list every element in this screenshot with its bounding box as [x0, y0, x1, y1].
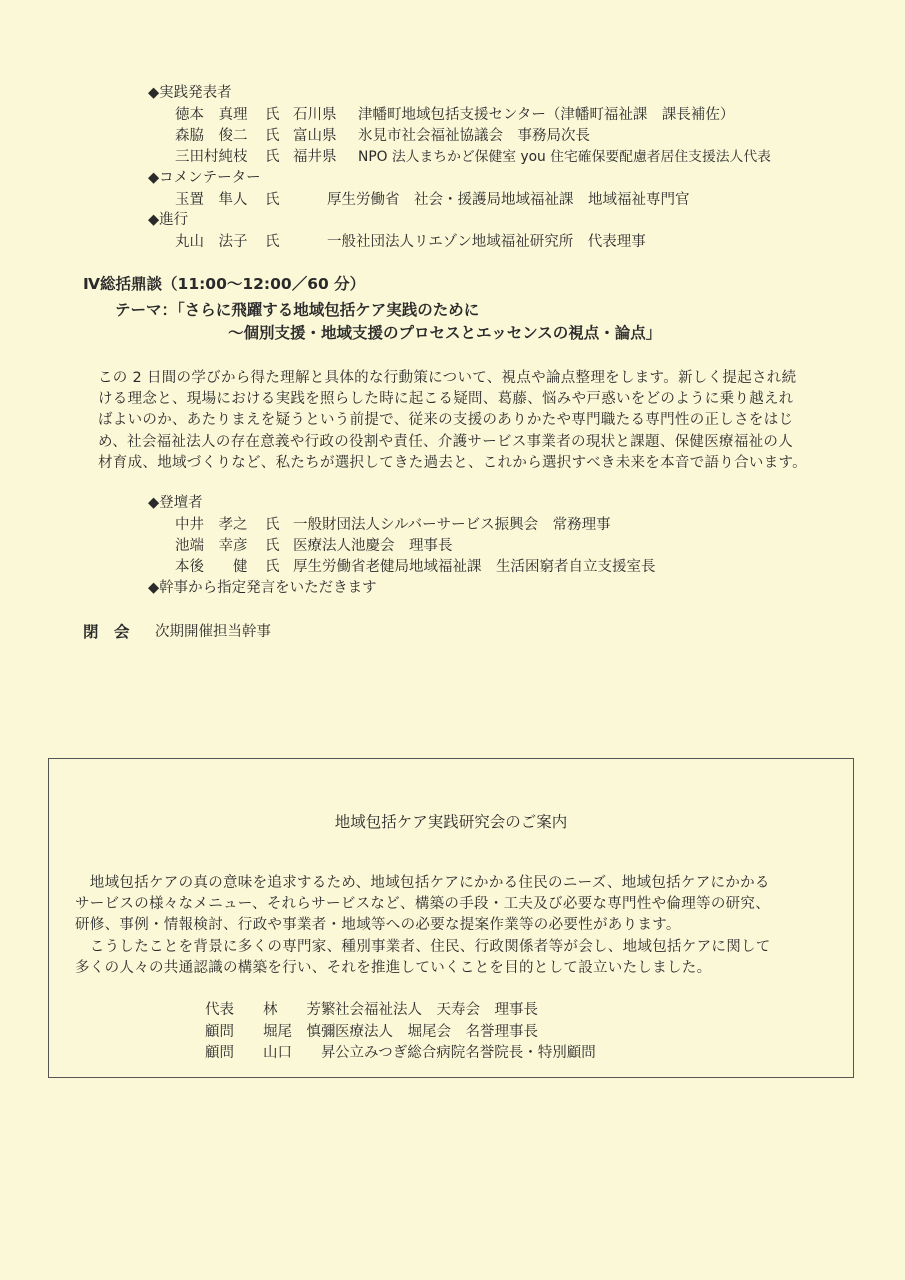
panel-note: ◆幹事から指定発言をいただきます: [148, 580, 377, 596]
presenter-honorific: 氏: [265, 107, 280, 123]
description-line: 多くの人々の共通認識の構築を行い、それを推進していくことを目的として設立いたしました。: [75, 959, 712, 976]
description-line: この 2 日間の学びから得た理解と具体的な行動策について、視点や論点整理をします。新しく提起され続: [98, 370, 797, 386]
description-line: ける理念と、現場における実践を照らした時に起こる疑問、葛藤、悩みや戸惑いをどのように乗り越えれ: [98, 391, 794, 408]
panelist-name: 池端 幸彦: [175, 538, 248, 554]
facilitator-org: 一般社団法人リエゾン地域福祉研究所 代表理事: [327, 234, 646, 250]
description-line: 地域包括ケアの真の意味を追求するため、地域包括ケアにかかる住民のニーズ、地域包括ケアにかかる: [75, 875, 770, 891]
commentator-honorific: 氏: [265, 192, 280, 208]
panelist-name: 中井 孝之: [175, 517, 248, 533]
commentator-name: 玉置 隼人: [175, 192, 248, 208]
closing-label: 閉 会: [83, 623, 130, 641]
panelist-org: 一般財団法人シルバーサービス振興会 常務理事: [293, 517, 611, 533]
officer-org: 社会福祉法人 天寿会 理事長: [335, 1002, 538, 1018]
presenter-org: 氷見市社会福祉協議会 事務局次長: [358, 128, 590, 144]
description-line: 研修、事例・情報検討、行政や事業者・地域等への必要な提案作業等の必要性があります。: [75, 917, 681, 934]
description-line: ばよいのか、あたりまえを疑うという前提で、従来の支援のありかたや専門職たる専門性の正しさをはじ: [98, 412, 794, 429]
commentator-org: 厚生労働省 社会・援護局地域福祉課 地域福祉専門官: [327, 192, 690, 208]
presenters-heading: ◆実践発表者: [148, 85, 232, 101]
session4-description: [98, 368, 828, 474]
facilitator-heading: ◆進行: [148, 212, 189, 228]
facilitator-honorific: 氏: [265, 234, 280, 250]
session4-theme-line2: ～個別支援・地域支援のプロセスとエッセンスの視点・論点」: [228, 324, 662, 342]
facilitator-name: 丸山 法子: [175, 234, 248, 250]
officer-role: 顧問: [205, 1045, 234, 1061]
officer-name: 堀尾 慎彌: [263, 1024, 336, 1040]
closing-text: 次期開催担当幹事: [155, 624, 271, 640]
officer-org: 公立みつぎ総合病院名誉院長・特別顧問: [335, 1045, 596, 1061]
presenter-prefecture: 石川県: [293, 107, 337, 123]
panelist-honorific: 氏: [265, 559, 280, 575]
description-line: こうしたことを背景に多くの専門家、種別事業者、住民、行政関係者等が会し、地域包括ケアに関して: [75, 938, 771, 955]
presenter-prefecture: 富山県: [293, 128, 337, 144]
session4-heading: Ⅳ総括鼎談（11:00～12:00／60 分）: [83, 275, 366, 293]
panelist-honorific: 氏: [265, 538, 280, 554]
info-box-title: 地域包括ケア実践研究会のご案内: [334, 813, 568, 831]
panelist-honorific: 氏: [265, 517, 280, 533]
presenter-prefecture: 福井県: [293, 149, 337, 165]
presenter-name: 森脇 俊二: [175, 128, 248, 144]
description-line: 材育成、地域づくりなど、私たちが選択してきた過去と、これから選択すべき未来を本音で語り合います。: [98, 454, 807, 471]
presenter-org: NPO 法人まちかど保健室 you 住宅確保要配慮者居住支援法人代表: [358, 149, 771, 165]
panelist-org: 医療法人池慶会 理事長: [293, 538, 453, 554]
officer-role: 代表: [205, 1002, 234, 1018]
presenter-honorific: 氏: [265, 128, 280, 144]
description-line: め、社会福祉法人の存在意義や行政の役割や責任、介護サービス事業者の現状と課題、保健医療福祉の人: [98, 433, 794, 450]
info-box-description: [75, 873, 805, 979]
presenter-org: 津幡町地域包括支援センター（津幡町福祉課 課長補佐）: [358, 107, 735, 123]
description-line: サービスの様々なメニュー、それらサービスなど、構築の手段・工夫及び必要な専門性や倫理等の研究、: [75, 896, 771, 913]
presenter-honorific: 氏: [265, 149, 280, 165]
presenter-name: 三田村純枝: [175, 149, 248, 165]
session4-theme-line1: テーマ：「さらに飛躍する地域包括ケア実践のために: [115, 301, 480, 319]
panelist-org: 厚生労働省老健局地域福祉課 生活困窮者自立支援室長: [293, 559, 656, 575]
commentator-heading: ◆コメンテーター: [148, 170, 261, 186]
officer-name: 山口 昇: [263, 1045, 336, 1061]
panel-heading: ◆登壇者: [148, 495, 203, 511]
officer-role: 顧問: [205, 1024, 234, 1040]
officer-name: 林 芳繁: [263, 1002, 336, 1018]
presenter-name: 徳本 真理: [175, 107, 248, 123]
officer-org: 医療法人 堀尾会 名誉理事長: [335, 1024, 538, 1040]
panelist-name: 本後 健: [175, 559, 248, 575]
